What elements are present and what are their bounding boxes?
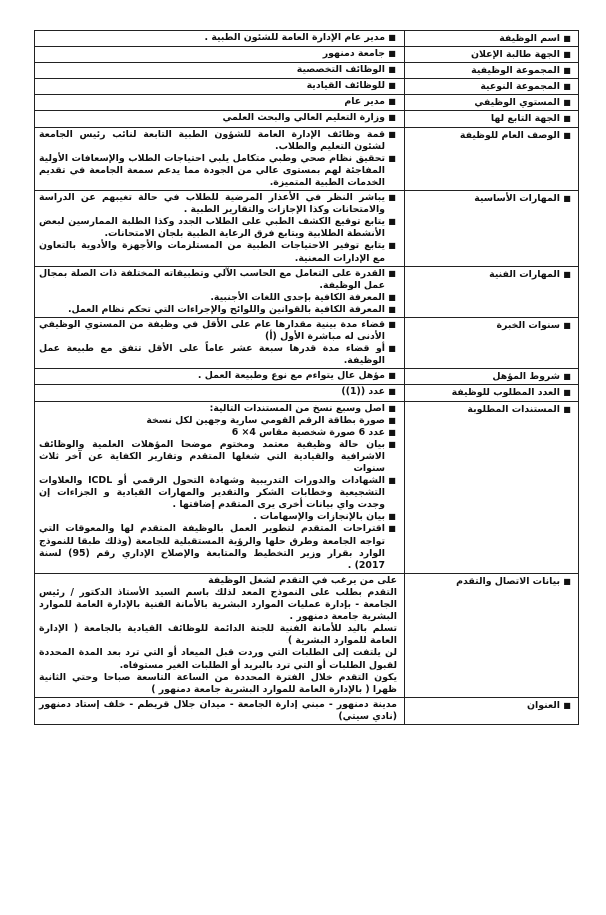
field-value-text: مؤهل عال يتواءم مع نوع وطبيعة العمل . — [197, 370, 385, 382]
field-label: الجهة طالبة الإعلان — [471, 49, 560, 61]
list-item — [39, 192, 399, 216]
paragraph: مدينة دمنهور - مبني إدارة الجامعة - ميدان جلال قريطم - خلف إستاد دمنهور (نادي سيتي) — [39, 698, 397, 722]
bullet-icon: ■ — [563, 576, 571, 586]
bullet-icon: ■ — [388, 81, 396, 91]
list-item — [39, 343, 399, 367]
list-item — [39, 240, 399, 264]
bullet-icon: ■ — [563, 82, 571, 92]
field-label-cell — [405, 401, 579, 573]
field-label-cell — [405, 266, 579, 317]
field-value-text: صورة بطاقة الرقم القومي سارية وجهين لكل نسخة — [146, 414, 385, 426]
list-item — [39, 48, 399, 60]
field-value-cell — [35, 401, 405, 573]
field-label: المهارات الفنية — [489, 268, 560, 280]
job-details-table — [34, 30, 579, 725]
list-item — [39, 32, 399, 44]
bullet-icon: ■ — [388, 439, 396, 449]
field-label: الجهة التابع لها — [490, 113, 560, 125]
field-label-cell — [405, 573, 579, 697]
bullet-icon: ■ — [388, 268, 396, 278]
table-row — [35, 111, 579, 127]
paragraph: التقدم بطلب على النموذج المعد لذلك باسم السيد الأستاذ الدكتور / رئيس الجامعة - بإدارة عمليات الموارد البشرية بالأمانة الفنية بالإدارة العامة للموارد البشرية جامعة دمنهور . — [39, 586, 397, 623]
field-label-cell — [405, 31, 579, 47]
bullet-icon: ■ — [388, 319, 396, 329]
bullet-icon: ■ — [388, 403, 396, 413]
bullet-icon: ■ — [563, 194, 571, 204]
field-label-cell — [405, 697, 579, 724]
field-value-text: مدير عام الإدارة العامة للشئون الطبية . — [204, 32, 385, 43]
bullet-icon: ■ — [388, 113, 396, 123]
list-item — [39, 112, 399, 124]
table-row — [35, 63, 579, 79]
field-value-text: الشهادات والدورات التدريبية وشهادة التحول الرقمي أو ICDL والعلاوات التشجيعية وخطابات الشكر والتقدير والمهارات القيادية و الجزاءات إن وجدت واي بيانات أخرى يرى المتقدم إضافتها . — [39, 475, 385, 511]
bullet-icon: ■ — [563, 66, 571, 76]
list-item — [39, 403, 399, 415]
table-row — [35, 401, 579, 573]
bullet-icon: ■ — [388, 65, 396, 75]
table-row — [35, 317, 579, 368]
field-label: المستندات المطلوبة — [467, 403, 560, 415]
field-label: العدد المطلوب للوظيفة — [451, 387, 560, 399]
bullet-icon: ■ — [388, 512, 396, 522]
field-value-cell — [35, 95, 405, 111]
field-value-text: المعرفة الكافية بالقوانين واللوائح والإجراءات التي تحكم نظام العمل. — [67, 303, 385, 315]
bullet-icon: ■ — [388, 129, 396, 139]
field-value-cell — [35, 317, 405, 368]
field-value-text: بيان حالة وظيفية معتمد ومختوم موضحا المؤهلات العلمية والوظائف الاشرافية والقيادية التي شغلها المتقدم وتقارير الكفاية عن آخر ثلاث سنوات — [39, 438, 385, 474]
field-value-text: عدد ((1)) — [341, 386, 385, 398]
field-value-text: للوظائف القيادية — [306, 80, 385, 92]
paragraph: تسلم باليد للأمانة الفنية للجنة الدائمة للوظائف القيادية بالجامعة ( الإدارة العامة للموارد البشرية ) — [39, 623, 397, 647]
list-item — [39, 153, 399, 189]
bullet-icon: ■ — [563, 34, 571, 43]
table-row — [35, 266, 579, 317]
field-value-text: القدرة على التعامل مع الحاسب الآلي وتطبيقاته المختلفة ذات الصلة بمجال عمل الوظيفة. — [39, 267, 385, 291]
bullet-icon: ■ — [388, 304, 396, 314]
field-value-cell — [35, 127, 405, 190]
bullet-icon: ■ — [388, 344, 396, 354]
field-label: سنوات الخبرة — [496, 319, 560, 331]
field-value-text: مدير عام — [344, 96, 385, 108]
list-item — [39, 96, 399, 108]
field-label: المجموعة النوعية — [480, 81, 560, 93]
job-announcement-page — [34, 30, 578, 725]
bullet-icon: ■ — [388, 193, 396, 203]
field-label-cell — [405, 385, 579, 401]
table-row — [35, 191, 579, 267]
field-value-text: المعرفة الكافية بإحدى اللغات الأجنبية. — [210, 291, 385, 303]
field-value-cell — [35, 573, 405, 697]
field-label-cell — [405, 317, 579, 368]
list-item — [39, 216, 399, 240]
field-value-cell — [35, 697, 405, 724]
list-item — [39, 427, 399, 439]
bullet-icon: ■ — [388, 387, 396, 397]
field-value-text: أو قضاء مدة قدرها سبعة عشر عاماً على الأقل تتفق مع طبيعة عمل الوظيفة. — [39, 343, 385, 367]
table-row — [35, 385, 579, 401]
list-item — [39, 268, 399, 292]
table-row — [35, 31, 579, 47]
field-value-text: قضاء مدة بينية مقدارها عام على الأقل في وظيفة من المستوي الوظيفي الأدنى له مباشرة الأول (أ) — [39, 318, 385, 343]
bullet-icon: ■ — [563, 130, 571, 140]
field-label-cell — [405, 79, 579, 95]
list-item — [39, 80, 399, 92]
field-label-cell — [405, 191, 579, 267]
field-label-cell — [405, 127, 579, 190]
list-item — [39, 64, 399, 76]
paragraph: يكون التقدم خلال الفترة المحددة من الساعة التاسعة صباحا وحتي الثانية ظهرا ( بالإدارة العامة للموارد البشرية جامعة دمنهور ) — [39, 671, 397, 695]
field-value-cell — [35, 266, 405, 317]
bullet-icon: ■ — [563, 320, 571, 330]
table-row — [35, 127, 579, 190]
field-value-cell — [35, 385, 405, 401]
table-row — [35, 47, 579, 63]
list-item — [39, 370, 399, 382]
field-value-text: عدد 6 صورة شخصية مقاس 4× 6 — [231, 426, 385, 438]
field-value-text: قمة وظائف الإدارة العامة للشؤون الطبية التابعة لنائب رئيس الجامعة لشئون التعليم والطلاب. — [39, 128, 385, 152]
bullet-icon: ■ — [388, 217, 396, 227]
bullet-icon: ■ — [563, 372, 571, 382]
paragraph: لن يلتفت إلى الطلبات التي وردت قبل الميعاد أو التي ترد بعد المدة المحددة لقبول الطلبات أو التي ترد بالبريد أو الطلبات الغير مستوفاه. — [39, 647, 397, 671]
field-value-text: الوظائف التخصصية — [296, 64, 385, 76]
field-value-cell — [35, 191, 405, 267]
field-label-cell — [405, 63, 579, 79]
field-value-text: يباشر النظر في الأعذار المرضية للطلاب في حالة تغيبهم عن الدراسة والامتحانات وكذا الإجازات والتقارير الطبية . — [39, 192, 385, 216]
list-item — [39, 304, 399, 316]
bullet-icon: ■ — [563, 114, 571, 124]
bullet-icon: ■ — [563, 269, 571, 279]
field-label: المهارات الأساسية — [474, 193, 560, 205]
bullet-icon: ■ — [388, 415, 396, 425]
list-item — [39, 475, 399, 511]
field-label: العنوان — [527, 699, 560, 711]
list-item — [39, 292, 399, 304]
field-value-cell — [35, 47, 405, 63]
field-value-text: وزارة التعليم العالي والبحث العلمي — [222, 112, 385, 124]
bullet-icon: ■ — [388, 97, 396, 107]
list-item — [39, 523, 399, 571]
bullet-icon: ■ — [388, 524, 396, 534]
bullet-icon: ■ — [563, 98, 571, 108]
list-item — [39, 511, 399, 523]
field-value-text: جامعة دمنهور — [322, 48, 385, 60]
field-label: الوصف العام للوظيفة — [459, 129, 560, 141]
field-value-text: بيان بالإنجازات والإسهامات . — [253, 511, 385, 523]
field-label-cell — [405, 95, 579, 111]
field-value-cell — [35, 63, 405, 79]
bullet-icon: ■ — [388, 476, 396, 486]
field-value-text: اصل وسبع نسخ من المستندات التالية: — [209, 402, 385, 414]
field-value-cell — [35, 31, 405, 47]
field-label-cell — [405, 111, 579, 127]
field-label: بيانات الاتصال والتقدم — [456, 575, 560, 587]
bullet-icon: ■ — [388, 371, 396, 381]
field-value-cell — [35, 369, 405, 385]
field-label: المستوي الوظيفي — [474, 97, 560, 109]
bullet-icon: ■ — [563, 404, 571, 414]
job-details-body — [35, 31, 579, 725]
list-item — [39, 129, 399, 153]
list-item — [39, 319, 399, 343]
bullet-icon: ■ — [388, 49, 396, 59]
bullet-icon: ■ — [388, 241, 396, 251]
field-value-text: يتابع توقيع الكشف الطبي على الطلاب الجدد وكذا الطلبة الممارسين لبعض الأنشطة الطلابية ويتابع فرق الرعاية الطبية بلجان الامتحانات. — [39, 216, 385, 240]
list-item — [39, 386, 399, 398]
field-value-cell — [35, 111, 405, 127]
field-label: المجموعة الوظيفية — [471, 65, 560, 77]
bullet-icon: ■ — [388, 33, 396, 42]
field-label-cell — [405, 47, 579, 63]
bullet-icon: ■ — [563, 50, 571, 60]
bullet-icon: ■ — [388, 153, 396, 163]
field-value-text: يتابع توفير الاحتياجات الطبية من المستلزمات والأجهزة والأدوية بالتعاون مع الإدارات المعنية. — [39, 240, 385, 264]
bullet-icon: ■ — [388, 427, 396, 437]
paragraph: على من يرغب في التقدم لشغل الوظيفة — [208, 574, 397, 586]
field-value-text: تحقيق نظام صحي وطبي متكامل يلبي احتياجات الطلاب والإسعافات الأولية المفاجئة لهم بمستوى عالي من الجودة مما يدعم سمعة الجامعة في تقديم الخدمات الطبية المتميزة. — [39, 152, 385, 188]
field-value-text: اقتراحات المتقدم لتطوير العمل بالوظيفة المتقدم لها والمعوقات التي تواجه الجامعة وطرق حلها والرؤية المستقبلية للجامعة (وذلك طبقا للنموذج الوارد بقرار وزير التخطيط والمتابعة والإصلاح الإداري رقم (95) لسنة 2017) . — [39, 523, 385, 571]
field-value-cell — [35, 79, 405, 95]
list-item — [39, 439, 399, 475]
field-label: اسم الوظيفة — [499, 33, 560, 44]
list-item — [39, 415, 399, 427]
bullet-icon: ■ — [563, 700, 571, 710]
table-row — [35, 573, 579, 697]
table-row — [35, 95, 579, 111]
table-row — [35, 79, 579, 95]
field-label-cell — [405, 369, 579, 385]
table-row — [35, 697, 579, 724]
field-label: شروط المؤهل — [492, 371, 560, 383]
table-row — [35, 369, 579, 385]
bullet-icon: ■ — [563, 388, 571, 398]
bullet-icon: ■ — [388, 292, 396, 302]
